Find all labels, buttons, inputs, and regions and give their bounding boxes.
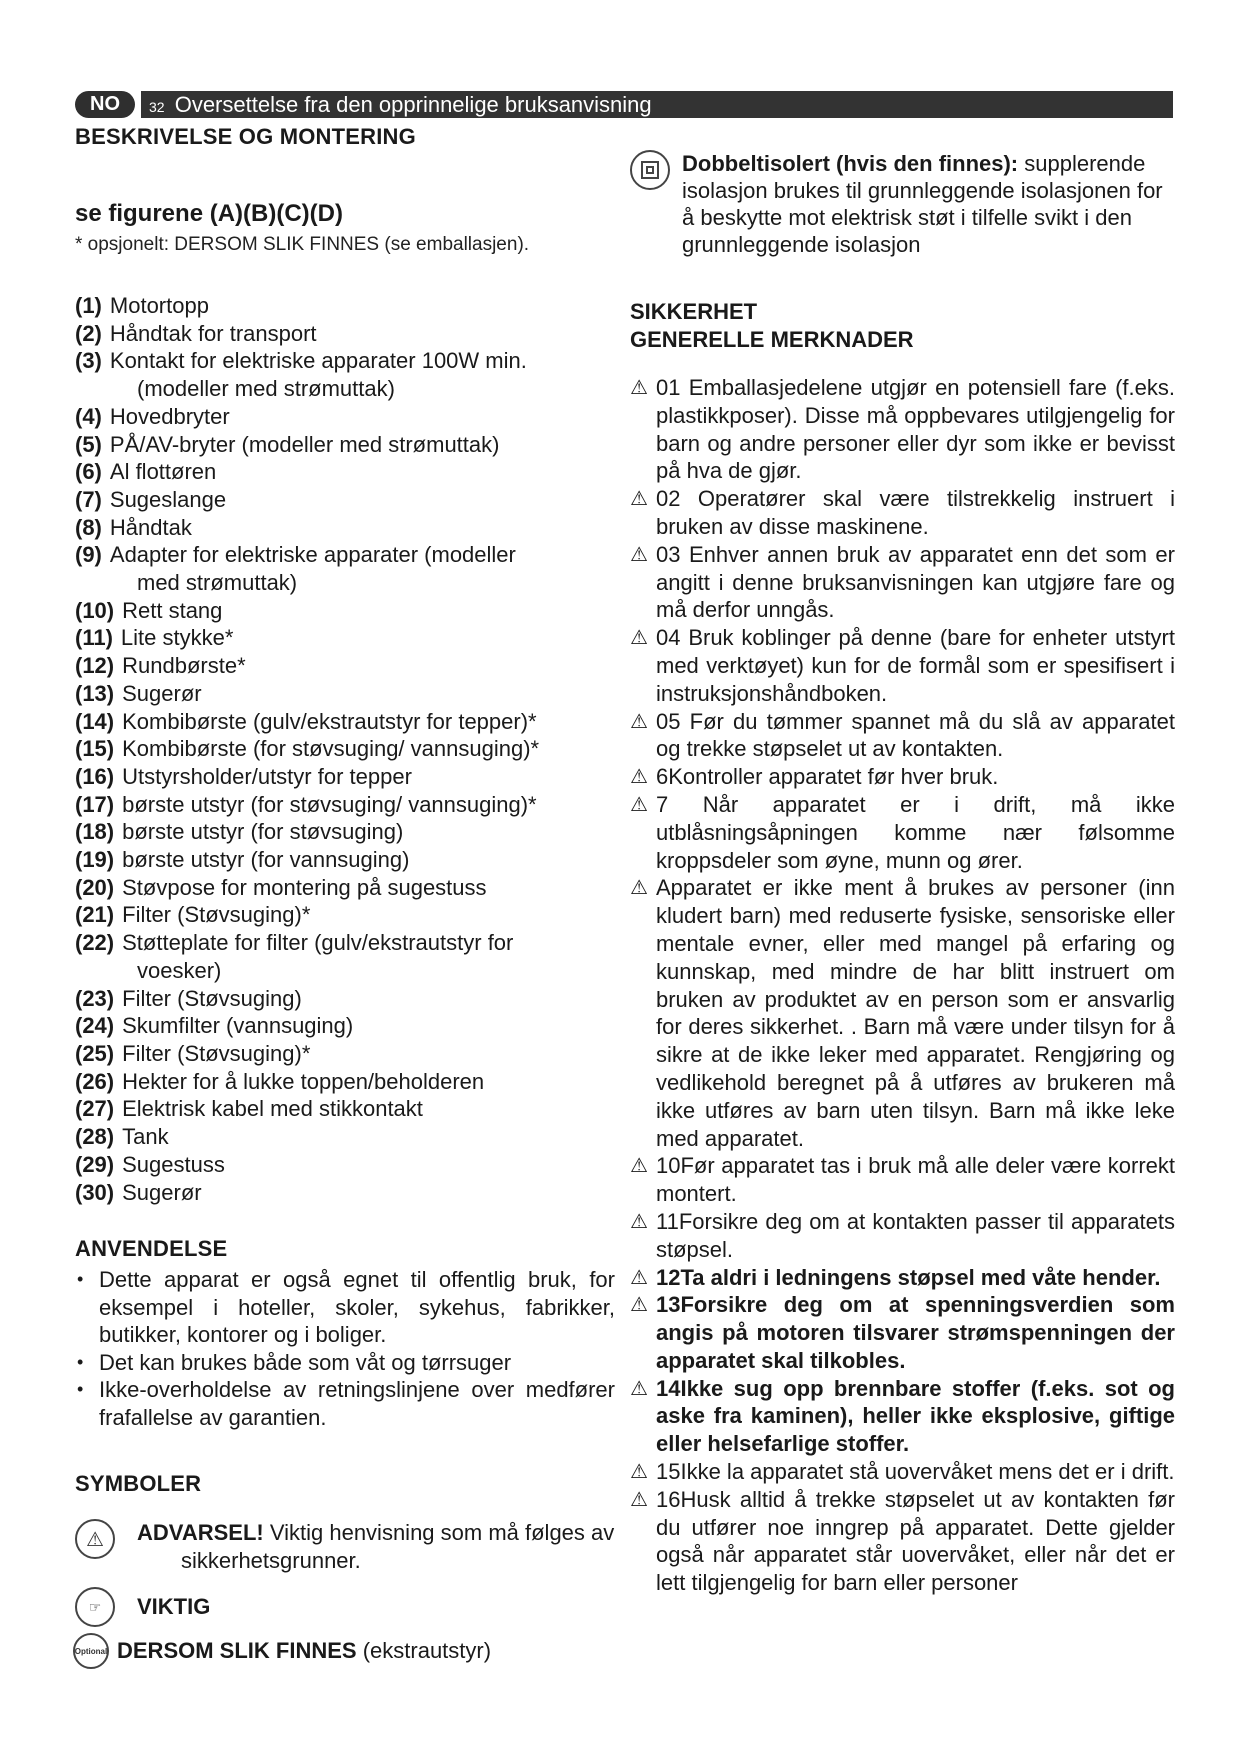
part-number: (4) (75, 403, 102, 429)
warning-item (630, 1208, 1175, 1264)
warning-text: 16Husk alltid å trekke støpselet ut av kontakten før du utfører noe inngrep på apparatet. Dette gjelder også når apparatet står uovervåket, eller når det er lett tilgjengelig for barn eller personer (656, 1486, 1175, 1596)
warning-triangle-icon: ⚠ (630, 543, 648, 566)
warning-text: 04 Bruk koblinger på denne (bare for enheter utstyrt med verktøyet) kun for de formål som er spesifisert i instruksjonshåndboken. (656, 625, 1175, 706)
warning-text: 12Ta aldri i ledningens støpsel med våte hender. (656, 1264, 1161, 1290)
part-label: børste utstyr (for støvsuging) (122, 819, 404, 845)
part-number: (2) (75, 320, 102, 346)
warning-text: Apparatet er ikke ment å brukes av personer (inn kludert barn) med reduserte fysiske, sensoriske eller mentale evner, eller med mangel på erfaring og kunnskap, med mindre de har blitt instruert om bruken av produktet av en person som er ansvarlig for deres sikkerhet. . Barn må være under tilsyn for å sikre at de ikke leker med apparatet. Rengjøring og vedlikehold beregnet på å utføres av brukeren må ikke utføres av barn uten tilsyn. Barn må ikke leke med apparatet. (656, 875, 1175, 1151)
part-item (75, 680, 615, 708)
part-item (75, 1095, 615, 1123)
part-label: Sugeslange (109, 486, 227, 512)
part-item (75, 1179, 615, 1207)
optional-icon: Optional (73, 1633, 109, 1669)
part-item (75, 1123, 615, 1151)
warning-triangle-icon: ⚠ (630, 1155, 648, 1178)
warning-triangle-icon: ⚠ (630, 488, 648, 511)
part-number: (17) (75, 791, 115, 817)
part-item (75, 652, 615, 680)
part-number: (19) (75, 847, 115, 873)
warning-text-cont: sikkerhetsgrunner. (181, 1548, 361, 1574)
part-label: Kombibørste (for støvsuging/ vannsuging)* (122, 736, 540, 762)
part-item (75, 320, 615, 348)
section-title: BESKRIVELSE OG MONTERING (75, 124, 416, 149)
warning-text: 02 Operatører skal være tilstrekkelig instruert i bruken av disse maskinene. (656, 486, 1175, 539)
part-label: Utstyrsholder/utstyr for tepper (122, 763, 412, 789)
part-label: Elektrisk kabel med stikkontakt (122, 1096, 423, 1122)
part-item (75, 597, 615, 625)
optional-label: DERSOM SLIK FINNES (117, 1638, 357, 1664)
warning-triangle-icon: ⚠ (630, 1488, 648, 1511)
warning-text: 05 Før du tømmer spannet må du slå av apparatet og trekke støpselet ut av kontakten. (656, 708, 1175, 762)
optional-note: * opsjonelt: DERSOM SLIK FINNES (se emballasjen). (75, 234, 530, 255)
warning-triangle-icon: ⚠ (630, 1377, 648, 1400)
part-item (75, 846, 615, 874)
usage-item: • Dette apparat er også egnet til offentlig bruk, for eksempel i hoteller, skoler, sykehus, fabrikker, butikker, kontorer og i boliger. (75, 1266, 615, 1349)
pointing-hand-icon: ☞ (75, 1587, 115, 1627)
warning-text: 13Forsikre deg om at spenningsverdien som angis på motoren tilsvarer strømspenningen der apparatet skal tilkobles. (656, 1292, 1175, 1373)
usage-item: • Det kan brukes både som våt og tørrsuger (75, 1349, 615, 1377)
part-item (75, 901, 615, 929)
part-label: Lite stykke* (120, 625, 234, 651)
part-label: Filter (Støvsuging) (122, 985, 302, 1011)
part-number: (11) (75, 625, 113, 651)
part-label: Filter (Støvsuging)* (122, 902, 311, 928)
part-number: (5) (75, 431, 102, 457)
part-item (75, 791, 615, 819)
warning-text: 03 Enhver annen bruk av apparatet enn det som er angitt i denne bruksanvisningen kan utgjøre fare og må derfor unngås. (656, 541, 1175, 623)
warning-text: 7 Når apparatet er i drift, må ikke utblåsningsåpningen komme nær følsomme kroppsdeler som øyne, munn og ører. (656, 791, 1175, 873)
part-label: Håndtak (109, 514, 192, 540)
part-item (75, 292, 615, 320)
double-insulated-label: Dobbeltisolert (hvis den finnes): (682, 151, 1019, 176)
header-bar (141, 91, 1173, 118)
safety-title: SIKKERHET (630, 299, 758, 324)
part-number: (16) (75, 763, 115, 789)
part-item (75, 486, 615, 514)
part-item (75, 1012, 615, 1040)
part-label: Støtteplate for filter (gulv/ekstrautstyr for (122, 930, 514, 956)
part-number: (23) (75, 985, 115, 1011)
part-label: Al flottøren (109, 459, 217, 485)
part-label: Motortopp (109, 293, 209, 318)
part-label: Rundbørste* (122, 653, 246, 679)
part-label: Tank (122, 1124, 169, 1150)
warning-text: 15Ikke la apparatet stå uovervåket mens det er i drift. (656, 1459, 1175, 1485)
symbol-warning (75, 1519, 615, 1575)
part-number: (13) (75, 680, 115, 706)
part-item (75, 624, 615, 652)
left-column (75, 124, 615, 1669)
warning-item (630, 1152, 1175, 1208)
part-item (75, 929, 615, 984)
part-item (75, 874, 615, 902)
part-label: Sugerør (122, 1179, 202, 1205)
part-number: (6) (75, 459, 102, 485)
part-label: Sugerør (122, 680, 202, 706)
part-number: (18) (75, 819, 115, 845)
part-number: (29) (75, 1151, 115, 1177)
header-title: Oversettelse fra den opprinnelige bruksanvisning (174, 92, 652, 117)
warnings-list (630, 374, 1175, 1597)
part-number: (9) (75, 542, 102, 568)
warning-item (630, 1458, 1175, 1486)
part-number: (30) (75, 1179, 115, 1205)
part-label-cont: med strømuttak) (137, 570, 298, 596)
important-label: VIKTIG (137, 1594, 211, 1620)
warning-item (630, 1375, 1175, 1458)
part-item (75, 458, 615, 486)
part-label: Håndtak for transport (109, 320, 317, 346)
part-number: (27) (75, 1096, 115, 1122)
part-number: (20) (75, 874, 115, 900)
part-label: Kombibørste (gulv/ekstrautstyr for tepper)* (122, 708, 537, 734)
part-number: (22) (75, 930, 115, 956)
language-badge: NO (75, 91, 135, 118)
usage-title: ANVENDELSE (75, 1236, 228, 1262)
warning-triangle-icon: ⚠ (75, 1519, 115, 1559)
part-number: (21) (75, 902, 115, 928)
part-label: Kontakt for elektriske apparater 100W min. (109, 348, 527, 374)
part-number: (8) (75, 514, 102, 540)
double-insulation-icon (630, 150, 670, 190)
warning-text: Viktig henvisning som må følges av (269, 1520, 615, 1546)
warning-triangle-icon: ⚠ (630, 1266, 648, 1289)
warning-item (630, 374, 1175, 485)
usage-list (75, 1266, 615, 1431)
part-item (75, 708, 615, 736)
part-label-cont: (modeller med strømuttak) (137, 376, 395, 402)
part-item (75, 514, 615, 542)
part-item (75, 403, 615, 431)
part-label: Hekter for å lukke toppen/beholderen (122, 1068, 485, 1094)
warning-triangle-icon: ⚠ (630, 1294, 648, 1317)
part-label: børste utstyr (for vannsuging) (122, 847, 410, 873)
part-label: Sugestuss (122, 1151, 225, 1177)
part-number: (14) (75, 708, 115, 734)
part-number: (10) (75, 597, 115, 623)
warning-text: 11Forsikre deg om at kontakten passer til apparatets støpsel. (656, 1208, 1175, 1262)
part-label: Støvpose for montering på sugestuss (122, 874, 487, 900)
part-number: (28) (75, 1124, 115, 1150)
part-item (75, 1068, 615, 1096)
page-number: 32 (149, 99, 165, 115)
part-item (75, 1151, 615, 1179)
right-column (630, 150, 1175, 1597)
warning-item (630, 874, 1175, 1152)
part-number: (3) (75, 348, 102, 374)
part-label: Rett stang (122, 597, 223, 623)
warning-item (630, 1264, 1175, 1292)
part-number: (15) (75, 736, 115, 762)
symbol-important (75, 1587, 615, 1627)
part-number: (12) (75, 653, 115, 679)
warning-text: 14Ikke sug opp brennbare stoffer (f.eks. sot og aske fra kaminen), heller ikke eksplosive, giftige eller helsefarlige stoffer. (656, 1375, 1175, 1457)
parts-list (75, 292, 615, 1206)
warning-text: 01 Emballasjedelene utgjør en potensiell fare (f.eks. plastikkposer). Disse må oppbevares utilgjengelig for barn og andre personer eller dyr som ikke er bevisst på hva de gjør. (656, 375, 1175, 484)
warning-text: 6Kontroller apparatet før hver bruk. (656, 764, 999, 790)
part-label: Adapter for elektriske apparater (modeller (109, 542, 516, 568)
part-item (75, 1040, 615, 1068)
part-item (75, 431, 615, 459)
double-insulated-text: supplerende isolasjon brukes til grunnleggende isolasjonen for å beskytte mot elektrisk støt i tilfelle svikt i den grunnleggende isolasjon (682, 151, 1163, 257)
usage-item: • Ikke-overholdelse av retningslinjene over medfører frafallelse av garantien. (75, 1376, 615, 1431)
warning-triangle-icon: ⚠ (630, 710, 648, 733)
part-item (75, 985, 615, 1013)
part-item (75, 818, 615, 846)
part-label: børste utstyr (for støvsuging/ vannsuging)* (122, 791, 537, 817)
part-number: (24) (75, 1013, 115, 1039)
part-item (75, 541, 615, 596)
part-number: (26) (75, 1068, 115, 1094)
part-label: PÅ/AV-bryter (modeller med strømuttak) (109, 431, 500, 457)
part-label-cont: voesker) (137, 957, 222, 983)
part-item (75, 735, 615, 763)
warning-item (630, 1486, 1175, 1597)
warning-triangle-icon: ⚠ (630, 627, 648, 650)
part-number: (1) (75, 293, 102, 318)
part-item (75, 347, 615, 402)
symbol-optional (73, 1633, 615, 1669)
warning-item (630, 791, 1175, 874)
symbols-title: SYMBOLER (75, 1471, 202, 1497)
part-label: Skumfilter (vannsuging) (122, 1013, 354, 1039)
part-item (75, 763, 615, 791)
warning-triangle-icon: ⚠ (630, 1210, 648, 1233)
warning-item (630, 624, 1175, 707)
general-title: GENERELLE MERKNADER (630, 327, 914, 352)
warning-item (630, 485, 1175, 541)
figures-heading: se figurene (A)(B)(C)(D) (75, 200, 343, 227)
part-label: Filter (Støvsuging)* (122, 1040, 311, 1066)
part-label: Hovedbryter (109, 403, 230, 429)
warning-triangle-icon: ⚠ (630, 793, 648, 816)
warning-triangle-icon: ⚠ (630, 1461, 648, 1484)
warning-item (630, 763, 1175, 791)
warning-item (630, 708, 1175, 764)
safety-heading (630, 298, 1175, 354)
optional-text: (ekstrautstyr) (362, 1638, 492, 1664)
part-number: (25) (75, 1040, 115, 1066)
warning-text: 10Før apparatet tas i bruk må alle deler være korrekt montert. (656, 1153, 1175, 1207)
warning-item (630, 1291, 1175, 1374)
warning-label: ADVARSEL! (137, 1520, 264, 1546)
warning-triangle-icon: ⚠ (630, 877, 648, 900)
page-header (75, 91, 1173, 118)
double-insulated-block (630, 150, 1175, 258)
warning-item (630, 541, 1175, 624)
warning-triangle-icon: ⚠ (630, 766, 648, 789)
part-number: (7) (75, 486, 102, 512)
warning-triangle-icon: ⚠ (630, 377, 648, 399)
